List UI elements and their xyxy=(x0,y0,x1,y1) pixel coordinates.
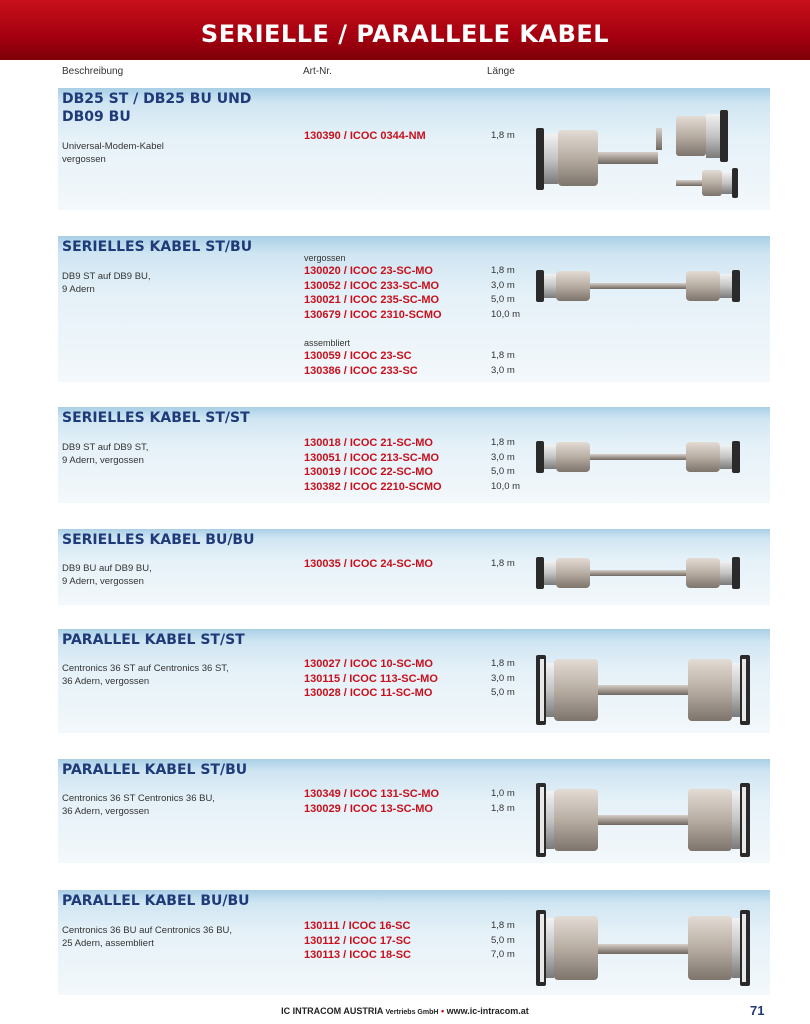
column-header-article-number: Art-Nr. xyxy=(303,66,332,77)
article-number: 130018 / ICOC 21-SC-MO xyxy=(304,437,433,449)
description-line: Centronics 36 ST auf Centronics 36 ST, xyxy=(62,663,229,674)
footer-company: IC INTRACOM AUSTRIA xyxy=(281,1006,383,1016)
article-list xyxy=(304,919,411,963)
section-serial-st-st xyxy=(58,407,770,503)
cable-length: 1,8 m xyxy=(491,130,515,141)
section-title: PARALLEL KABEL ST/BU xyxy=(62,762,248,778)
cable-length: 1,8 m xyxy=(491,658,515,669)
column-header-description: Beschreibung xyxy=(62,66,124,77)
footer-separator: • xyxy=(440,1006,445,1016)
cable-length: 3,0 m xyxy=(491,672,515,684)
cable-length: 5,0 m xyxy=(491,294,515,306)
section-description xyxy=(62,562,282,588)
section-title: PARALLEL KABEL BU/BU xyxy=(62,893,250,909)
db25-cable-image xyxy=(536,94,766,206)
article-number: 130059 / ICOC 23-SC xyxy=(304,350,412,362)
article-list xyxy=(304,264,442,322)
description-line: 9 Adern, vergossen xyxy=(62,455,144,466)
article-number: 130021 / ICOC 235-SC-MO xyxy=(304,294,440,307)
article-number: 130020 / ICOC 23-SC-MO xyxy=(304,265,433,277)
article-number: 130113 / ICOC 18-SC xyxy=(304,949,412,962)
footer-url[interactable]: www.ic-intracom.at xyxy=(446,1006,529,1016)
cable-length: 1,8 m xyxy=(491,920,515,931)
cable-length: 1,0 m xyxy=(491,788,515,799)
article-list xyxy=(304,787,439,816)
cable-length: 1,8 m xyxy=(491,265,515,276)
description-line: vergossen xyxy=(62,154,106,165)
db9-cable-image xyxy=(536,266,766,306)
section-title: PARALLEL KABEL ST/ST xyxy=(62,632,245,648)
article-number: 130382 / ICOC 2210-SCMO xyxy=(304,480,442,493)
column-header-length: Länge xyxy=(487,66,515,77)
description-line: 25 Adern, assembliert xyxy=(62,938,154,949)
description-line: Universal-Modem-Kabel xyxy=(62,141,164,152)
article-number: 130019 / ICOC 22-SC-MO xyxy=(304,466,433,479)
description-line: 9 Adern, vergossen xyxy=(62,576,144,587)
cable-length: 5,0 m xyxy=(491,687,515,699)
cable-length: 10,0 m xyxy=(491,308,521,320)
section-description xyxy=(62,270,282,296)
article-number: 130052 / ICOC 233-SC-MO xyxy=(304,279,440,292)
cable-length: 3,0 m xyxy=(491,279,515,291)
cable-length: 1,8 m xyxy=(491,802,515,814)
cable-length: 7,0 m xyxy=(491,949,515,961)
centronics-cable-image xyxy=(536,779,766,861)
article-number: 130115 / ICOC 113-SC-MO xyxy=(304,672,438,685)
length-list xyxy=(491,436,520,494)
length-list xyxy=(491,657,515,701)
cable-length: 1,8 m xyxy=(491,437,515,448)
description-line: 36 Adern, vergossen xyxy=(62,806,150,817)
article-number: 130029 / ICOC 13-SC-MO xyxy=(304,802,433,815)
section-db25-db09 xyxy=(58,88,770,210)
article-number: 130111 / ICOC 16-SC xyxy=(304,920,411,932)
cable-length: 5,0 m xyxy=(491,934,515,946)
description-line: DB9 ST auf DB9 ST, xyxy=(62,442,149,453)
description-line: 36 Adern, vergossen xyxy=(62,676,150,687)
footer xyxy=(0,1006,810,1016)
section-description xyxy=(62,792,282,818)
section-title: SERIELLES KABEL ST/ST xyxy=(62,410,250,426)
article-list xyxy=(304,349,418,378)
cable-length: 3,0 m xyxy=(491,451,515,463)
section-parallel-bu-bu xyxy=(58,890,770,995)
article-number: 130390 / ICOC 0344-NM xyxy=(304,130,426,142)
length-list xyxy=(491,349,515,378)
variant-note: vergossen xyxy=(304,253,346,263)
section-title: SERIELLES KABEL BU/BU xyxy=(62,532,255,548)
section-description xyxy=(62,662,282,688)
centronics-cable-image xyxy=(536,906,766,990)
length-list xyxy=(491,264,520,322)
section-description xyxy=(62,924,282,950)
footer-company-suffix: Vertriebs GmbH xyxy=(385,1009,439,1016)
section-parallel-st-bu xyxy=(58,759,770,863)
variant-note: assembliert xyxy=(304,338,351,348)
cable-length: 1,8 m xyxy=(491,558,515,569)
article-list xyxy=(304,657,438,701)
page-title: SERIELLE / PARALLELE KABEL xyxy=(200,20,610,48)
article-number: 130028 / ICOC 11-SC-MO xyxy=(304,687,433,700)
section-serial-bu-bu xyxy=(58,529,770,605)
section-description xyxy=(62,140,282,166)
article-number: 130051 / ICOC 213-SC-MO xyxy=(304,451,440,464)
section-title: DB25 ST / DB25 BU UND DB09 BU xyxy=(62,91,252,125)
length-list xyxy=(491,919,515,963)
article-number: 130027 / ICOC 10-SC-MO xyxy=(304,658,433,670)
description-line: DB9 ST auf DB9 BU, xyxy=(62,271,151,282)
article-number: 130349 / ICOC 131-SC-MO xyxy=(304,788,440,800)
db9-cable-image xyxy=(536,437,766,477)
article-number: 130035 / ICOC 24-SC-MO xyxy=(304,558,433,570)
page-number: 71 xyxy=(750,1003,765,1018)
cable-length: 10,0 m xyxy=(491,480,521,492)
article-list xyxy=(304,436,442,494)
article-number: 130386 / ICOC 233-SC xyxy=(304,364,418,377)
article-number: 130679 / ICOC 2310-SCMO xyxy=(304,308,442,321)
description-line: 9 Adern xyxy=(62,284,95,295)
length-list xyxy=(491,787,515,816)
cable-length: 3,0 m xyxy=(491,364,515,376)
cable-length: 5,0 m xyxy=(491,466,515,478)
description-line: Centronics 36 ST Centronics 36 BU, xyxy=(62,793,215,804)
section-parallel-st-st xyxy=(58,629,770,733)
db9-cable-image xyxy=(536,553,766,593)
description-line: Centronics 36 BU auf Centronics 36 BU, xyxy=(62,925,233,936)
description-line: DB9 BU auf DB9 BU, xyxy=(62,563,152,574)
cable-length: 1,8 m xyxy=(491,350,515,361)
article-number: 130112 / ICOC 17-SC xyxy=(304,934,412,947)
section-serial-st-bu xyxy=(58,236,770,382)
centronics-cable-image xyxy=(536,651,766,729)
section-description xyxy=(62,441,282,467)
section-title: SERIELLES KABEL ST/BU xyxy=(62,239,253,255)
